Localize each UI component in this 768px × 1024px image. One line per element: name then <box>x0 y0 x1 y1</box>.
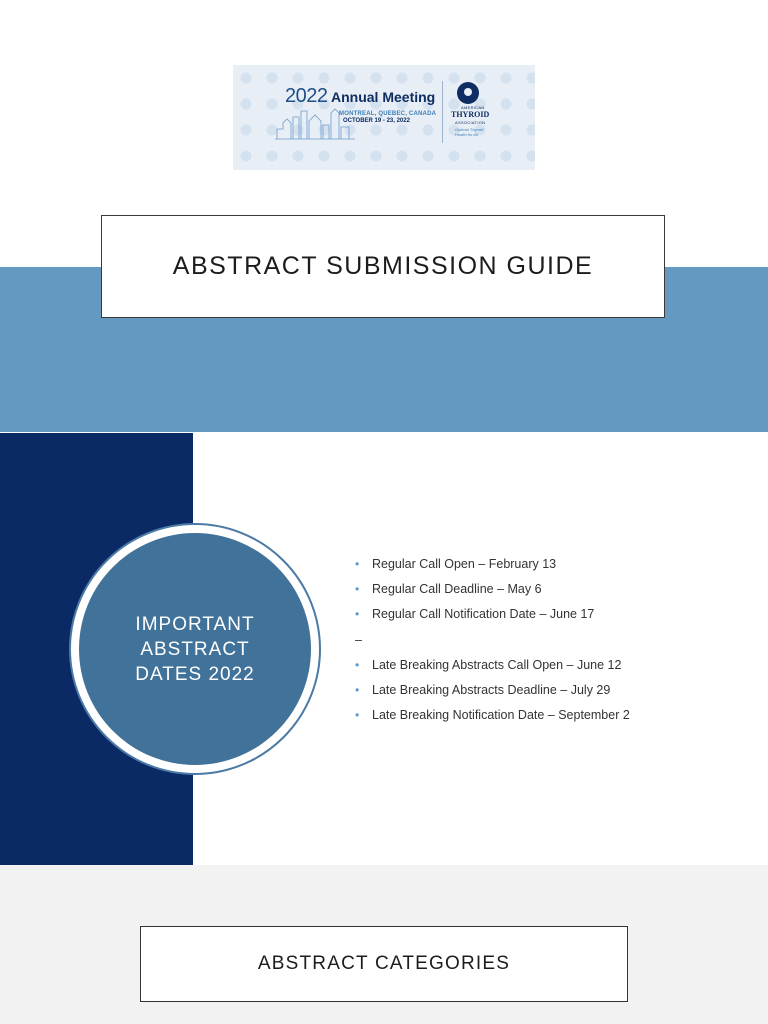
logo-tagline: Optimal Thyroid Health for All <box>455 127 484 137</box>
list-item <box>355 677 630 702</box>
bullet-icon: • <box>355 657 360 672</box>
date-item-text: Regular Call Open – February 13 <box>372 556 557 571</box>
list-item <box>355 703 630 728</box>
banner-title: Annual Meeting <box>331 89 436 105</box>
categories-title: ABSTRACT CATEGORIES <box>257 953 511 974</box>
circle-line: ABSTRACT <box>140 638 250 660</box>
banner-dates: OCTOBER 19 - 23, 2022 <box>343 118 410 124</box>
list-item <box>355 551 630 576</box>
dates-circle <box>79 533 311 765</box>
page-title: ABSTRACT SUBMISSION GUIDE <box>172 252 594 280</box>
list-item <box>355 576 630 601</box>
date-item-text: Late Breaking Notification Date – September 2 <box>372 708 630 723</box>
bullet-icon: • <box>355 683 360 698</box>
list-separator <box>355 627 630 652</box>
logo-org-assoc: ASSOCIATION <box>455 120 486 125</box>
banner-year: 2022 <box>285 85 328 107</box>
banner-location: MONTREAL, QUEBEC, CANADA <box>339 111 437 117</box>
list-item <box>355 602 630 627</box>
logo-org-small: AMERICAN <box>461 105 485 110</box>
circle-line: IMPORTANT <box>135 613 255 635</box>
date-item-text: Late Breaking Abstracts Deadline – July 29 <box>372 683 611 698</box>
separator-dash: – <box>355 632 362 647</box>
bullet-icon: • <box>355 708 360 723</box>
circle-line: DATES 2022 <box>135 663 255 685</box>
page-title-box <box>101 215 665 318</box>
thyroid-logo-icon <box>457 82 479 104</box>
date-item-text: Late Breaking Abstracts Call Open – June 12 <box>372 657 622 672</box>
categories-title-box <box>140 926 628 1002</box>
bullet-icon: • <box>355 607 360 622</box>
dates-circle-heading <box>135 612 254 687</box>
date-item-text: Regular Call Deadline – May 6 <box>372 581 542 596</box>
banner-divider <box>442 81 443 143</box>
date-item-text: Regular Call Notification Date – June 17 <box>372 607 595 622</box>
list-item <box>355 652 630 677</box>
important-dates-list <box>355 551 630 728</box>
logo-org-name: THYROID <box>451 110 490 119</box>
bullet-icon: • <box>355 556 360 571</box>
bullet-icon: • <box>355 581 360 596</box>
annual-meeting-banner <box>233 65 535 170</box>
